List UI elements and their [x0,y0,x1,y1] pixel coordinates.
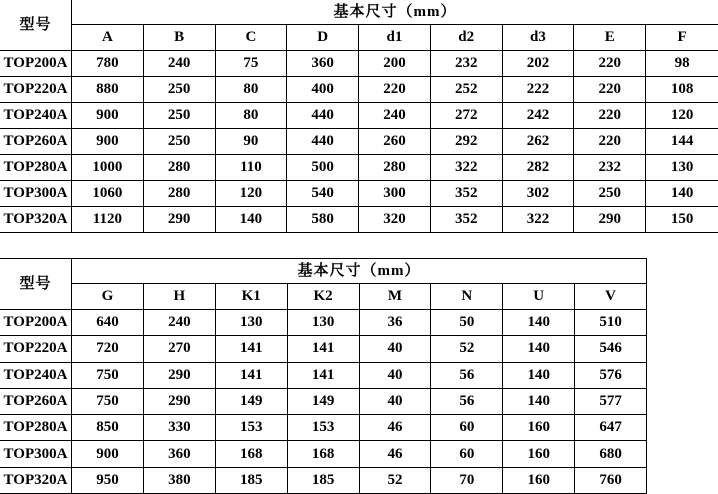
value-cell: 90 [216,129,288,155]
value-cell: 500 [287,155,359,181]
table-row [0,310,647,336]
value-cell: 110 [216,155,288,181]
value-cell: 760 [575,468,647,494]
value-cell: 270 [144,336,216,362]
dims-header-cell: 基本尺寸（mm） [72,258,647,284]
value-cell: 140 [503,336,575,362]
column-header-k1: K1 [216,284,288,310]
table-body [0,310,647,494]
column-header-h: H [144,284,216,310]
value-cell: 880 [72,77,144,103]
value-cell: 400 [287,77,359,103]
value-cell: 440 [287,129,359,155]
value-cell: 60 [431,441,503,467]
column-header-row [0,284,647,310]
column-header-a: A [72,25,144,51]
column-header-d1: d1 [359,25,431,51]
value-cell: 108 [646,77,718,103]
value-cell: 240 [144,51,216,77]
value-cell: 250 [144,129,216,155]
model-cell: TOP260A [0,389,72,415]
value-cell: 56 [431,363,503,389]
model-cell: TOP300A [0,181,72,207]
model-cell: TOP200A [0,310,72,336]
value-cell: 40 [360,363,432,389]
model-cell: TOP280A [0,155,72,181]
value-cell: 40 [360,389,432,415]
column-header-row [0,25,718,51]
value-cell: 240 [144,310,216,336]
value-cell: 120 [216,181,288,207]
table-row [0,207,718,233]
value-cell: 262 [503,129,575,155]
value-cell: 900 [72,129,144,155]
table-row [0,363,647,389]
value-cell: 220 [574,103,646,129]
value-cell: 150 [646,207,718,233]
value-cell: 302 [503,181,575,207]
value-cell: 149 [288,389,360,415]
value-cell: 720 [72,336,144,362]
model-cell: TOP280A [0,415,72,441]
value-cell: 220 [574,51,646,77]
value-cell: 1120 [72,207,144,233]
value-cell: 1060 [72,181,144,207]
value-cell: 900 [72,441,144,467]
value-cell: 780 [72,51,144,77]
value-cell: 130 [646,155,718,181]
table-row [0,415,647,441]
value-cell: 282 [503,155,575,181]
value-cell: 440 [287,103,359,129]
column-header-m: M [360,284,432,310]
value-cell: 360 [287,51,359,77]
value-cell: 330 [144,415,216,441]
value-cell: 160 [503,468,575,494]
model-cell: TOP200A [0,51,72,77]
dims-header-row [0,0,718,25]
value-cell: 576 [575,363,647,389]
value-cell: 680 [575,441,647,467]
value-cell: 185 [288,468,360,494]
value-cell: 50 [431,310,503,336]
value-cell: 252 [431,77,503,103]
value-cell: 260 [359,129,431,155]
table-row [0,181,718,207]
column-header-d: D [287,25,359,51]
value-cell: 300 [359,181,431,207]
value-cell: 141 [288,363,360,389]
value-cell: 1000 [72,155,144,181]
value-cell: 750 [72,363,144,389]
value-cell: 153 [216,415,288,441]
value-cell: 232 [431,51,503,77]
column-header-v: V [575,284,647,310]
value-cell: 153 [288,415,360,441]
value-cell: 360 [144,441,216,467]
value-cell: 220 [574,77,646,103]
model-cell: TOP220A [0,77,72,103]
value-cell: 140 [216,207,288,233]
model-cell: TOP220A [0,336,72,362]
column-header-g: G [72,284,144,310]
value-cell: 36 [360,310,432,336]
dims-header-row [0,258,647,284]
column-header-n: N [431,284,503,310]
value-cell: 141 [216,363,288,389]
value-cell: 320 [359,207,431,233]
column-header-u: U [503,284,575,310]
value-cell: 250 [144,103,216,129]
value-cell: 80 [216,77,288,103]
value-cell: 290 [574,207,646,233]
value-cell: 80 [216,103,288,129]
model-cell: TOP240A [0,103,72,129]
value-cell: 242 [503,103,575,129]
value-cell: 140 [646,181,718,207]
value-cell: 120 [646,103,718,129]
table-row [0,468,647,494]
value-cell: 352 [431,181,503,207]
model-header-cell: 型号 [0,258,72,310]
value-cell: 280 [359,155,431,181]
table-row [0,389,647,415]
value-cell: 510 [575,310,647,336]
value-cell: 149 [216,389,288,415]
value-cell: 290 [144,363,216,389]
value-cell: 200 [359,51,431,77]
value-cell: 577 [575,389,647,415]
value-cell: 546 [575,336,647,362]
model-cell: TOP300A [0,441,72,467]
value-cell: 130 [216,310,288,336]
value-cell: 850 [72,415,144,441]
value-cell: 750 [72,389,144,415]
column-header-b: B [144,25,216,51]
model-cell: TOP240A [0,363,72,389]
value-cell: 60 [431,415,503,441]
value-cell: 70 [431,468,503,494]
table-row [0,336,647,362]
column-header-e: E [574,25,646,51]
value-cell: 52 [360,468,432,494]
value-cell: 160 [503,415,575,441]
value-cell: 580 [287,207,359,233]
value-cell: 232 [574,155,646,181]
value-cell: 250 [144,77,216,103]
table-row [0,103,718,129]
value-cell: 75 [216,51,288,77]
value-cell: 292 [431,129,503,155]
dimension-table-bottom [0,258,647,494]
value-cell: 40 [360,336,432,362]
value-cell: 220 [574,129,646,155]
column-header-d2: d2 [431,25,503,51]
value-cell: 202 [503,51,575,77]
value-cell: 140 [503,363,575,389]
value-cell: 220 [359,77,431,103]
value-cell: 272 [431,103,503,129]
table-row [0,77,718,103]
value-cell: 352 [431,207,503,233]
value-cell: 98 [646,51,718,77]
table-row [0,441,647,467]
dimension-table-top [0,0,718,233]
value-cell: 222 [503,77,575,103]
value-cell: 290 [144,207,216,233]
value-cell: 250 [574,181,646,207]
value-cell: 140 [503,389,575,415]
value-cell: 640 [72,310,144,336]
value-cell: 141 [288,336,360,362]
column-header-d3: d3 [503,25,575,51]
column-header-c: C [216,25,288,51]
value-cell: 380 [144,468,216,494]
table-body [0,51,718,233]
value-cell: 540 [287,181,359,207]
value-cell: 130 [288,310,360,336]
model-header-cell: 型号 [0,0,72,51]
model-cell: TOP320A [0,207,72,233]
model-cell: TOP320A [0,468,72,494]
value-cell: 144 [646,129,718,155]
column-header-f: F [646,25,718,51]
value-cell: 56 [431,389,503,415]
value-cell: 160 [503,441,575,467]
column-header-k2: K2 [288,284,360,310]
model-cell: TOP260A [0,129,72,155]
value-cell: 647 [575,415,647,441]
value-cell: 185 [216,468,288,494]
table-row [0,155,718,181]
value-cell: 141 [216,336,288,362]
value-cell: 168 [216,441,288,467]
value-cell: 280 [144,181,216,207]
table-row [0,129,718,155]
value-cell: 322 [503,207,575,233]
value-cell: 290 [144,389,216,415]
value-cell: 168 [288,441,360,467]
dims-header-cell: 基本尺寸（mm） [72,0,718,25]
value-cell: 140 [503,310,575,336]
value-cell: 280 [144,155,216,181]
value-cell: 46 [360,415,432,441]
value-cell: 322 [431,155,503,181]
value-cell: 950 [72,468,144,494]
value-cell: 52 [431,336,503,362]
table-row [0,51,718,77]
value-cell: 46 [360,441,432,467]
value-cell: 240 [359,103,431,129]
value-cell: 900 [72,103,144,129]
